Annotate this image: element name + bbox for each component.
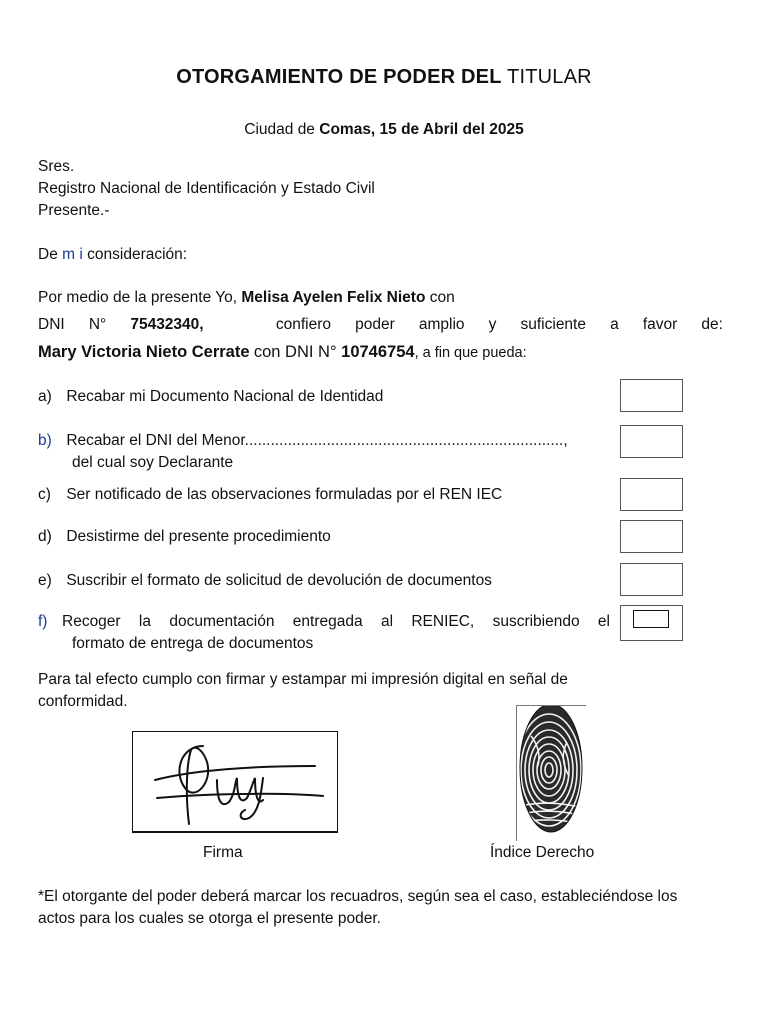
- word-2: poder: [355, 316, 395, 333]
- checkbox-a[interactable]: [620, 379, 683, 412]
- list-item: [38, 484, 502, 506]
- checkbox-c[interactable]: [620, 478, 683, 511]
- item-text: Recabar mi Documento Nacional de Identidad: [66, 388, 384, 405]
- closing-line-1: Para tal efecto cumplo con firmar y estampar mi impresión digital en señal de: [38, 671, 568, 688]
- title-bold: OTORGAMIENTO DE PODER DEL: [176, 66, 502, 88]
- grantee-dni: 10746754: [341, 343, 415, 361]
- item-text: Suscribir el formato de solicitud de devolución de documentos: [66, 572, 492, 589]
- word-4: y: [488, 316, 497, 333]
- item-text-continued: formato de entrega de documentos: [72, 635, 314, 652]
- body-prefix: Por medio de la presente Yo,: [38, 289, 238, 306]
- fingerprint-label: Índice Derecho: [490, 844, 595, 861]
- city-prefix: Ciudad de: [244, 121, 315, 138]
- word-8: de:: [701, 316, 723, 333]
- city-date: [0, 121, 768, 139]
- item-label: a): [38, 388, 52, 405]
- item-label: b): [38, 432, 52, 449]
- footnote-line-2: actos para los cuales se otorga el presente poder.: [38, 910, 381, 927]
- con-dni: con DNI N°: [253, 343, 337, 361]
- word-1: confiero: [275, 316, 331, 333]
- checkbox-f-inner: [633, 610, 669, 628]
- document-title: [0, 66, 768, 89]
- item-label: d): [38, 528, 52, 545]
- address-line-2: Registro Nacional de Identificación y Estado Civil: [38, 180, 375, 197]
- checkbox-f[interactable]: [620, 605, 683, 641]
- item-text: Desistirme del presente procedimiento: [66, 528, 331, 545]
- word-3: amplio: [418, 316, 465, 333]
- body-con: con: [429, 289, 455, 306]
- body-line-3: [38, 341, 527, 364]
- list-item: [38, 526, 331, 548]
- signature-box: [132, 731, 338, 833]
- item-text: Ser notificado de las observaciones formuladas por el REN IEC: [66, 486, 503, 503]
- checkbox-b[interactable]: [620, 425, 683, 458]
- signature-label: Firma: [203, 844, 243, 861]
- greeting-rest: consideración:: [87, 246, 188, 263]
- dni-symbol: N°: [88, 316, 107, 333]
- grantor-name: Melisa Ayelen Felix Nieto: [241, 289, 426, 306]
- address-line-3: Presente.-: [38, 202, 110, 219]
- item-label: c): [38, 486, 51, 503]
- item-text: Recoger la documentación entregada al RENIEC, suscribiendo el: [62, 613, 610, 630]
- item-label: e): [38, 572, 52, 589]
- fingerprint-icon: [517, 706, 587, 840]
- body-suffix: , a fin que pueda:: [414, 345, 527, 361]
- footnote-line-1: *El otorgante del poder deberá marcar los recuadros, según sea el caso, estableciéndose los: [38, 888, 678, 905]
- title-regular: TITULAR: [507, 66, 592, 88]
- dni-label: DNI: [38, 316, 65, 333]
- checkbox-d[interactable]: [620, 520, 683, 553]
- body-line-2: [38, 314, 723, 336]
- item-label: f): [38, 613, 48, 630]
- word-7: favor: [642, 316, 678, 333]
- list-item: [38, 386, 383, 408]
- handwritten-signature: [133, 732, 337, 832]
- checkbox-e[interactable]: [620, 563, 683, 596]
- item-text: Recabar el DNI del Menor..........................................................................,: [66, 432, 568, 449]
- greeting-m: m: [62, 246, 76, 263]
- address-line-1: Sres.: [38, 158, 75, 175]
- list-item: [38, 570, 492, 592]
- word-6: a: [610, 316, 619, 333]
- greeting-i: i: [79, 246, 83, 263]
- list-item: [38, 430, 568, 452]
- item-text-continued: del cual soy Declarante: [72, 454, 234, 471]
- closing-line-2: conformidad.: [38, 693, 128, 710]
- grantee-name: Mary Victoria Nieto Cerrate: [38, 343, 250, 361]
- fingerprint-frame: [516, 705, 586, 841]
- grantor-dni: 75432340,: [130, 316, 204, 333]
- body-line-1: [38, 287, 455, 309]
- greeting-de: De: [38, 246, 58, 263]
- list-item: [38, 611, 610, 633]
- city-place-date: Comas, 15 de Abril del 2025: [319, 121, 524, 138]
- greeting: [38, 244, 187, 266]
- word-5: suficiente: [520, 316, 586, 333]
